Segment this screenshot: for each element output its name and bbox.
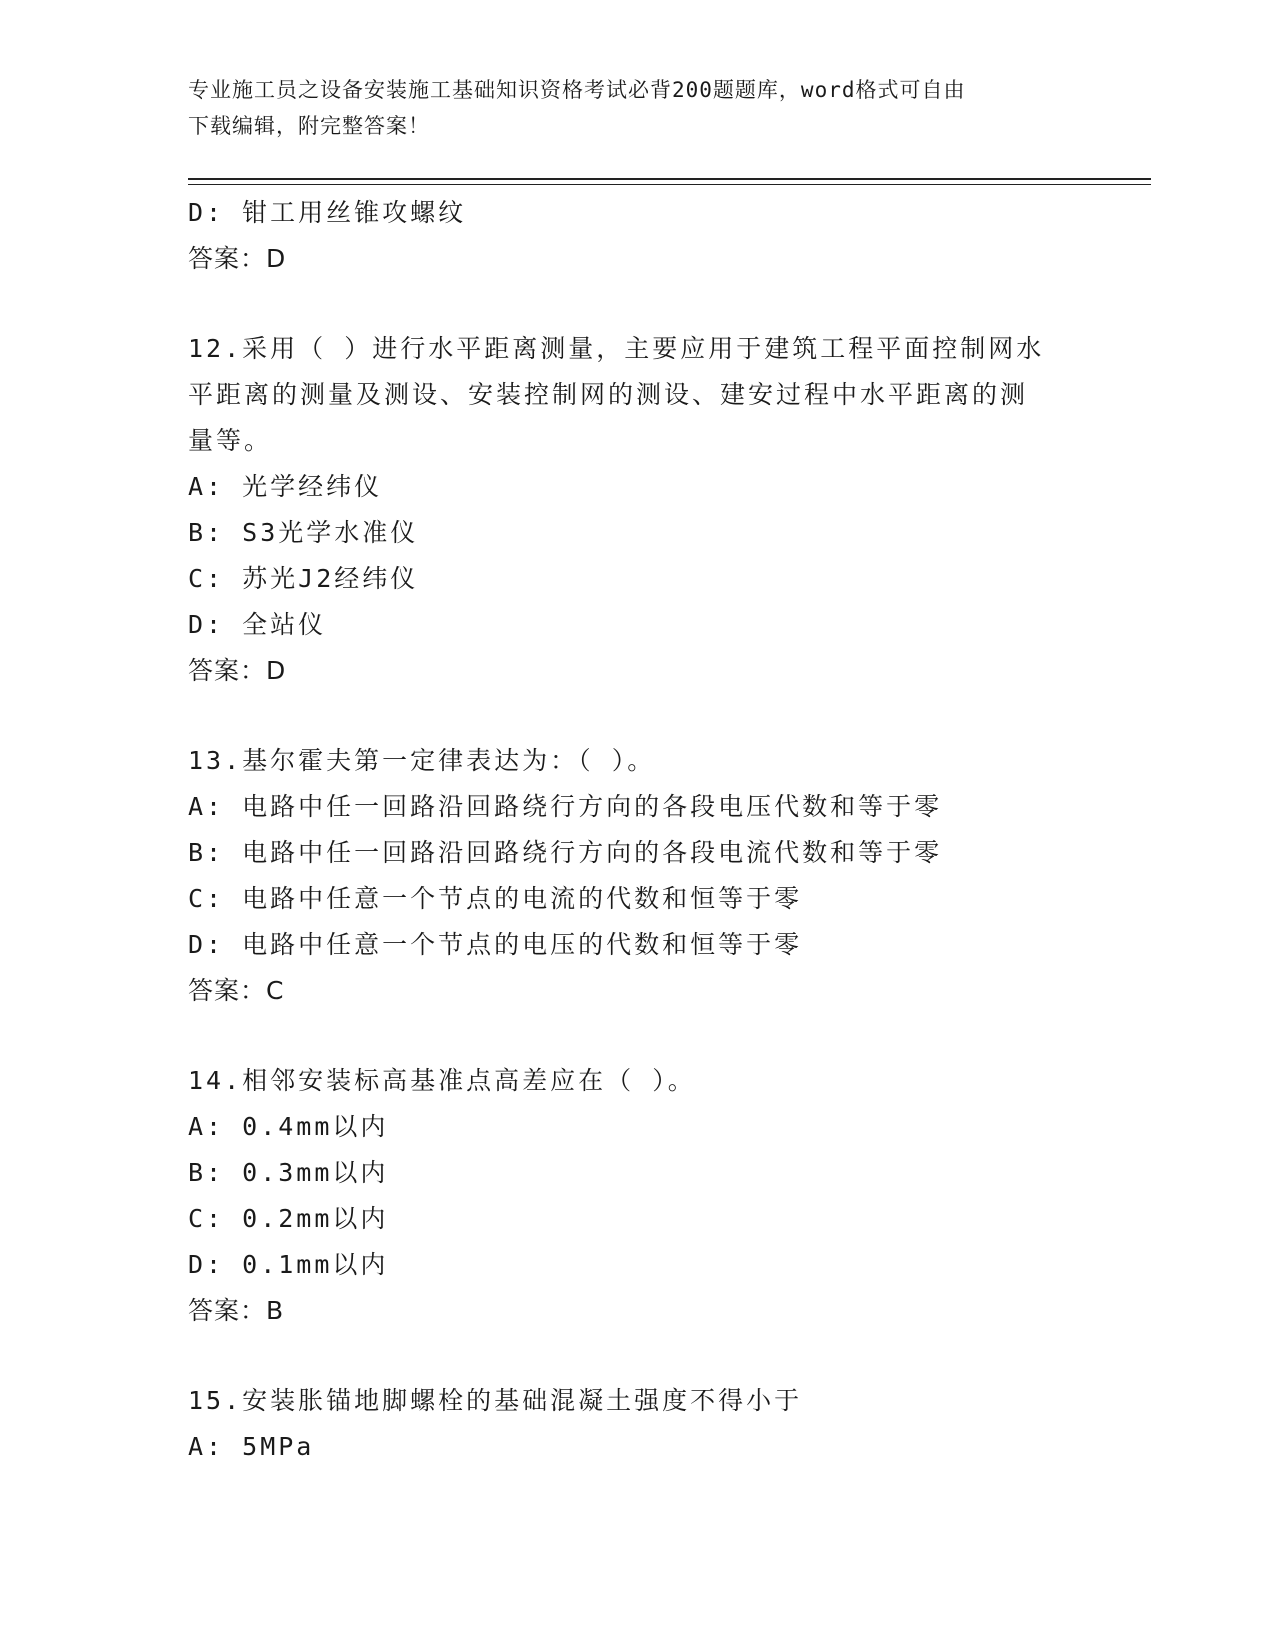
question-12 (188, 326, 1068, 694)
option-a: A: 电路中任一回路沿回路绕行方向的各段电压代数和等于零 (188, 792, 943, 821)
option-c: C: 苏光J2经纬仪 (188, 564, 419, 593)
option-a: A: 5MPa (188, 1432, 315, 1461)
header-title-line-2: 下载编辑，附完整答案！ (188, 114, 430, 138)
option-a: A: 0.4mm以内 (188, 1112, 389, 1141)
question-stem-line: 15.安装胀锚地脚螺栓的基础混凝土强度不得小于 (188, 1386, 803, 1415)
option-c: C: 0.2mm以内 (188, 1204, 389, 1233)
answer-line: 答案：B (188, 1296, 285, 1325)
option-b: B: S3光学水准仪 (188, 518, 419, 547)
option-c: C: 电路中任意一个节点的电流的代数和恒等于零 (188, 884, 803, 913)
option-b: B: 0.3mm以内 (188, 1158, 389, 1187)
question-list (188, 190, 1068, 1470)
question-stem-line: 平距离的测量及测设、安装控制网的测设、建安过程中水平距离的测 (188, 380, 1029, 409)
header-divider-thin (188, 184, 1151, 185)
option-b: B: 电路中任一回路沿回路绕行方向的各段电流代数和等于零 (188, 838, 943, 867)
option-d: D: 0.1mm以内 (188, 1250, 389, 1279)
header-title-line-1: 专业施工员之设备安装施工基础知识资格考试必背200题题库，word格式可自由 (188, 78, 966, 102)
option-d: D: 电路中任意一个节点的电压的代数和恒等于零 (188, 930, 803, 959)
header-divider-thick (188, 178, 1151, 180)
question-15 (188, 1378, 1068, 1470)
option-d: D: 钳工用丝锥攻螺纹 (188, 198, 467, 227)
question-13 (188, 738, 1068, 1014)
answer-line: 答案：C (188, 976, 285, 1005)
answer-line: 答案：D (188, 244, 287, 273)
document-header (188, 72, 1088, 144)
option-d: D: 全站仪 (188, 610, 327, 639)
question-11-fragment (188, 190, 1068, 282)
question-stem-line: 14.相邻安装标高基准点高差应在（ ）。 (188, 1066, 696, 1095)
question-stem-line: 12.采用（ ）进行水平距离测量，主要应用于建筑工程平面控制网水 (188, 334, 1045, 363)
question-stem-line: 量等。 (188, 426, 273, 455)
answer-line: 答案：D (188, 656, 287, 685)
option-a: A: 光学经纬仪 (188, 472, 383, 501)
question-14 (188, 1058, 1068, 1334)
question-stem-line: 13.基尔霍夫第一定律表达为：（ ）。 (188, 746, 656, 775)
